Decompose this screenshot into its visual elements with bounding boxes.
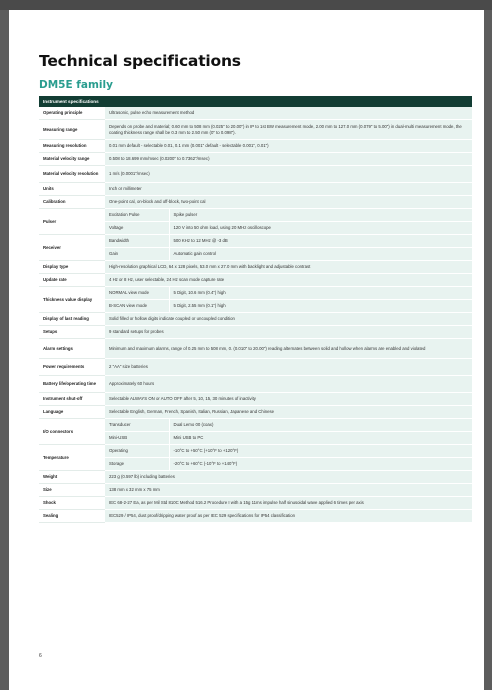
row-label: Alarm settings: [39, 339, 105, 359]
table-row: [39, 120, 472, 140]
product-family-subtitle: DM5E family: [39, 79, 113, 91]
sub-value: 120 V into 50 ohm load, using 20 MHz oscilloscope: [169, 222, 472, 235]
sub-value: 500 KHz to 12 MHz @ -3 dB: [169, 235, 472, 248]
table-row: [39, 339, 472, 359]
row-label: Display of last reading: [39, 313, 105, 326]
table-row: [39, 183, 472, 196]
table-row: [39, 497, 472, 510]
row-label: Units: [39, 183, 105, 196]
row-value: Inch or millimeter: [105, 183, 472, 196]
row-value: IEC529 / IP54, dust proof/dripping water proof as per IEC 529 specifications for IP54 classification: [105, 510, 472, 523]
row-value: 0.01 mm default - selectable 0.01, 0.1 mm (0.001" default - selectable 0.001", 0.01"): [105, 140, 472, 153]
table-row: [39, 359, 472, 376]
row-value: Solid filled or hollow digits indicate coupled or uncoupled condition: [105, 313, 472, 326]
sub-label: Mini-USB: [105, 432, 169, 445]
table-row: [39, 471, 472, 484]
row-label: Size: [39, 484, 105, 497]
table-row: [39, 406, 472, 419]
row-value: Approximately 60 hours: [105, 376, 472, 393]
row-value: Selectable ALWAYS ON or AUTO OFF after 5, 10, 15, 30 minutes of inactivity: [105, 393, 472, 406]
row-label: Language: [39, 406, 105, 419]
row-label: Temperature: [39, 445, 105, 471]
sub-value: Spike pulser: [169, 209, 472, 222]
row-label: Sealing: [39, 510, 105, 523]
row-label: Weight: [39, 471, 105, 484]
row-label: Update rate: [39, 274, 105, 287]
spec-table: [39, 96, 472, 523]
viewer-top-bar: [0, 0, 492, 10]
table-row: [39, 235, 472, 248]
sub-label: B-SCAN view mode: [105, 300, 169, 313]
sub-label: Gain: [105, 248, 169, 261]
row-value: One-point cal, on-block and off-block, two-point cal: [105, 196, 472, 209]
row-label: Instrument shut-off: [39, 393, 105, 406]
table-row: [39, 287, 472, 300]
table-row: [39, 196, 472, 209]
row-label: Display type: [39, 261, 105, 274]
table-row: [39, 393, 472, 406]
row-value: Ultrasonic, pulse echo measurement method: [105, 107, 472, 120]
row-value: 138 mm x 32 mm x 75 mm: [105, 484, 472, 497]
row-label: Power requirements: [39, 359, 105, 376]
sub-value: 5 Digit, 10.6 mm (0.4") high: [169, 287, 472, 300]
row-label: Pulser: [39, 209, 105, 235]
row-value: Depends on probe and material; 0.60 mm to 508 mm (0.025" to 20.00") in IP to 1st BW measurement mode, 2.00 mm to 127.0 mm (0.079" to 5.00") in dual-multi measurement mode, the coating thickness range shall be 0.3 mm to 2.50 mm (0" to 0.098").: [105, 120, 472, 140]
row-label: Calibration: [39, 196, 105, 209]
row-label: Setups: [39, 326, 105, 339]
row-label: Measuring range: [39, 120, 105, 140]
sub-label: Excitation Pulse: [105, 209, 169, 222]
table-row: [39, 484, 472, 497]
spec-table-header: Instrument specifications: [39, 96, 472, 107]
table-row: [39, 261, 472, 274]
document-page: [9, 10, 484, 690]
page-title: Technical specifications: [39, 52, 241, 70]
row-value: 0.508 to 18.699 mm/msec (0.0200" to 0.7362"/msec): [105, 153, 472, 166]
sub-label: NORMAL view mode: [105, 287, 169, 300]
row-label: Battery life/operating time: [39, 376, 105, 393]
row-label: Thickness value display: [39, 287, 105, 313]
sub-value: Automatic gain control: [169, 248, 472, 261]
row-label: Measuring resolution: [39, 140, 105, 153]
sub-value: Dual Lemo 00 (coax): [169, 419, 472, 432]
sub-value: Mini USB to PC: [169, 432, 472, 445]
table-row: [39, 419, 472, 432]
row-value: Selectable English, German, French, Spanish, Italian, Russian, Japanese and Chinese: [105, 406, 472, 419]
table-row: [39, 153, 472, 166]
sub-label: Bandwidth: [105, 235, 169, 248]
row-label: Material velocity range: [39, 153, 105, 166]
row-value: 2 "AA" size batteries: [105, 359, 472, 376]
table-row: [39, 107, 472, 120]
sub-value: 5 Digit, 2.55 mm (0.1") high: [169, 300, 472, 313]
row-value: 1 m/s (0.0001"/msec): [105, 166, 472, 183]
row-value: IEC 68-2-27 Ea, as per Mil Std 810C Method 516.2 Procedure I with a 15g 11ms impulse half sinusoidal wave applied 6 times per axis: [105, 497, 472, 510]
row-value: High-resolution graphical LCD, 64 x 128 pixels, 53.0 mm x 27.0 mm with backlight and adjustable contrast: [105, 261, 472, 274]
row-value: Minimum and maximum alarms, range of 0.25 mm to 508 mm, 0. (0.010" to 20.00") reading alternates between solid and hollow when alarms are enabled and violated: [105, 339, 472, 359]
row-label: Receiver: [39, 235, 105, 261]
table-row: [39, 445, 472, 458]
row-label: Operating principle: [39, 107, 105, 120]
row-value: 4 Hz or 8 Hz, user selectable, 24 Hz scan mode capture rate: [105, 274, 472, 287]
table-row: [39, 510, 472, 523]
row-label: I/O connectors: [39, 419, 105, 445]
row-label: Material velocity resolution: [39, 166, 105, 183]
table-row: [39, 376, 472, 393]
table-row: [39, 326, 472, 339]
sub-label: Operating: [105, 445, 169, 458]
row-value: 9 standard setups for probes: [105, 326, 472, 339]
row-value: 223 g (0.597 lb) including batteries: [105, 471, 472, 484]
sub-label: Transducer: [105, 419, 169, 432]
table-row: [39, 140, 472, 153]
table-row: [39, 166, 472, 183]
sub-label: Storage: [105, 458, 169, 471]
table-row: [39, 274, 472, 287]
table-row: [39, 313, 472, 326]
sub-label: Voltage: [105, 222, 169, 235]
row-label: Shock: [39, 497, 105, 510]
sub-value: -10°C to +50°C (+10°F to +120°F): [169, 445, 472, 458]
page-number: 6: [39, 653, 42, 659]
table-row: [39, 209, 472, 222]
sub-value: -20°C to +60°C (-10°F to +140°F): [169, 458, 472, 471]
